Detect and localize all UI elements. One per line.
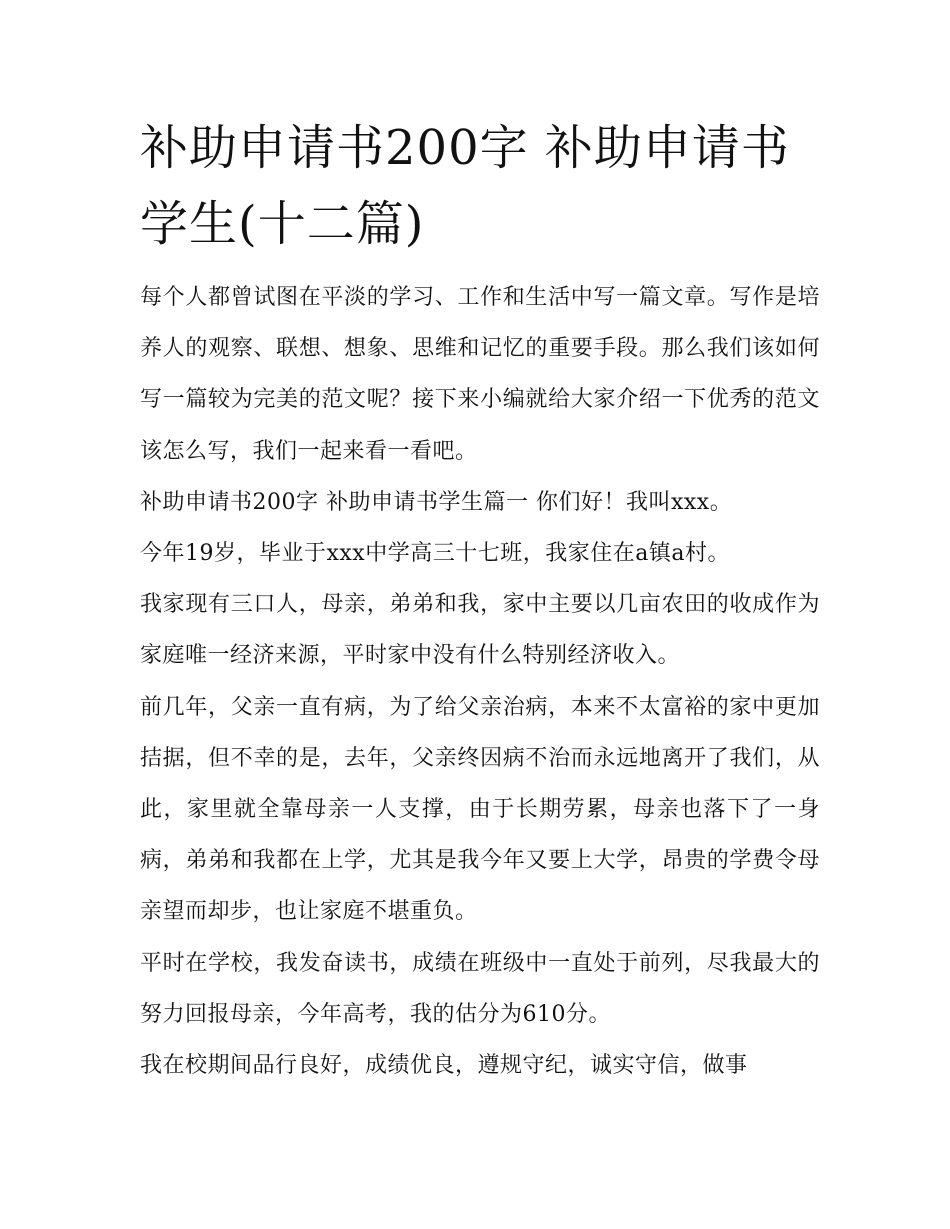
paragraph-intro: 每个人都曾试图在平淡的学习、工作和生活中写一篇文章。写作是培养人的观察、联想、想象、思维和记忆的重要手段。那么我们该如何写一篇较为完美的范文呢？接下来小编就给大家介绍一下优秀的范文该怎么写，我们一起来看一看吧。 (140, 285, 820, 464)
paragraph-family: 我家现有三口人，母亲，弟弟和我，家中主要以几亩农田的收成作为家庭唯一经济来源，平时家中没有什么特别经济收入。 (140, 592, 820, 669)
document-title: 补助申请书200字 补助申请书学生(十二篇) (140, 120, 790, 252)
paragraph-greeting: 补助申请书200字 补助申请书学生篇一 你们好！我叫xxx。 (140, 489, 733, 515)
document-body (140, 272, 820, 1091)
paragraph-age: 今年19岁，毕业于xxx中学高三十七班，我家住在a镇a村。 (140, 541, 730, 567)
paragraph-hardship: 前几年，父亲一直有病，为了给父亲治病，本来不太富裕的家中更加拮据，但不幸的是，去年，父亲终因病不治而永远地离开了我们，从此，家里就全靠母亲一人支撑，由于长期劳累，母亲也落下了一身病，弟弟和我都在上学，尤其是我今年又要上大学，昂贵的学费令母亲望而却步，也让家庭不堪重负。 (140, 694, 820, 925)
paragraph-study: 平时在学校，我发奋读书，成绩在班级中一直处于前列，尽我最大的努力回报母亲，今年高考，我的估分为610分。 (140, 950, 820, 1027)
paragraph-conduct: 我在校期间品行良好，成绩优良，遵规守纪，诚实守信，做事 (140, 1053, 748, 1079)
